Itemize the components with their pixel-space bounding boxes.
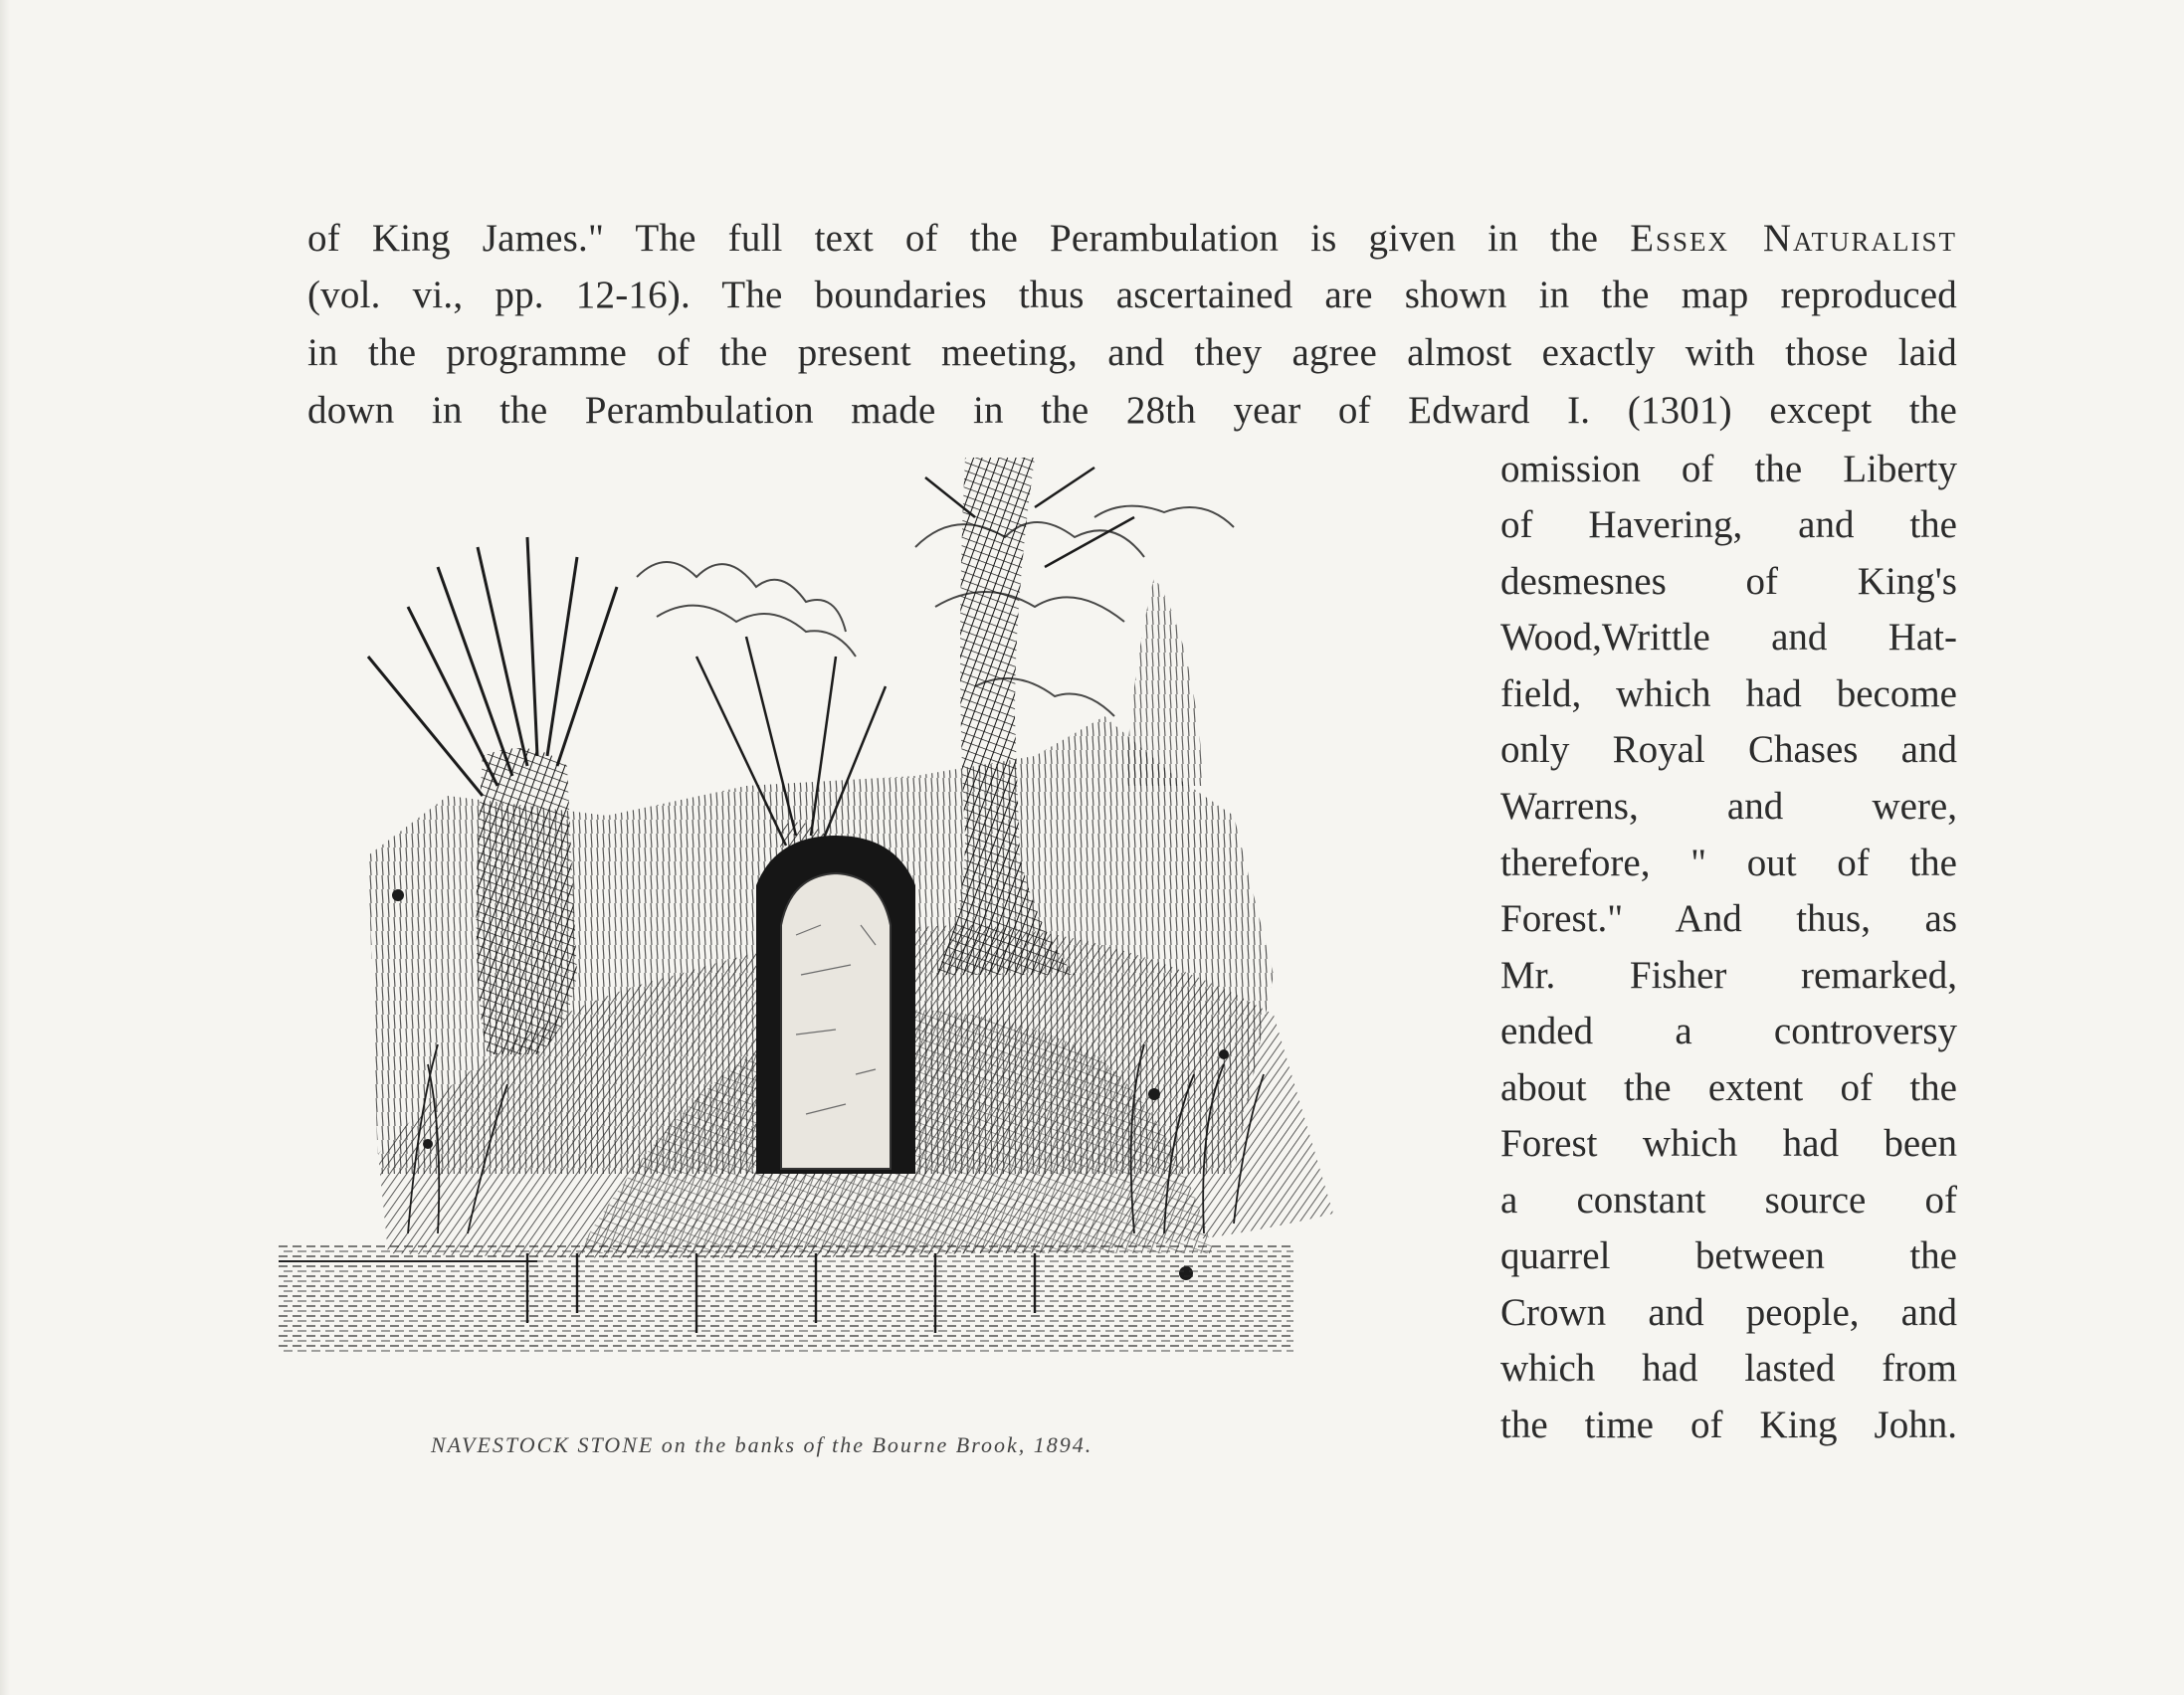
scan-edge (0, 0, 10, 1695)
navestock-stone-illustration (279, 458, 1453, 1412)
journal-title: Essex Naturalist (1630, 217, 1958, 260)
column-line: Crown and people, and (1500, 1291, 1957, 1334)
column-line: Forest." And thus, as (1500, 897, 1957, 940)
illustration-caption: NAVESTOCK STONE on the banks of the Bourne Brook, 1894. (431, 1432, 1093, 1457)
column-line: a constant source of (1500, 1179, 1957, 1222)
text-line-3 (307, 324, 1957, 382)
column-line: omission of the Liberty (1500, 448, 1957, 490)
column-line: Mr. Fisher remarked, (1500, 954, 1957, 997)
text-line-2-main: (vol. vi., pp. 12-16). The boundaries thus ascertained are shown in the map reproduced (307, 274, 1957, 316)
column-line: therefore, " out of the (1500, 842, 1957, 884)
column-line: desmesnes of King's (1500, 560, 1957, 603)
column-line: of Havering, and the (1500, 503, 1957, 546)
column-line: Forest which had been (1500, 1122, 1957, 1165)
column-line: Wood,Writtle and Hat- (1500, 616, 1957, 659)
column-line: which had lasted from (1500, 1347, 1957, 1390)
text-line-1 (307, 210, 1957, 268)
text-line-3-main: in the programme of the present meeting, and they agree almost exactly with those laid (307, 331, 1957, 374)
text-line-1-main: of King James." The full text of the Perambulation is given in the (307, 217, 1631, 260)
text-line-4-main: down in the Perambulation made in the 28th year of Edward I. (1301) except the (307, 389, 1957, 432)
text-line-4 (307, 382, 1957, 440)
text-line-2 (307, 267, 1957, 324)
column-line: the time of King John. (1500, 1404, 1957, 1446)
column-line: field, which had become (1500, 672, 1957, 715)
column-line: ended a controversy (1500, 1010, 1957, 1052)
column-line: quarrel between the (1500, 1234, 1957, 1277)
column-line: about the extent of the (1500, 1066, 1957, 1109)
column-line: only Royal Chases and (1500, 728, 1957, 771)
column-line: Warrens, and were, (1500, 785, 1957, 828)
